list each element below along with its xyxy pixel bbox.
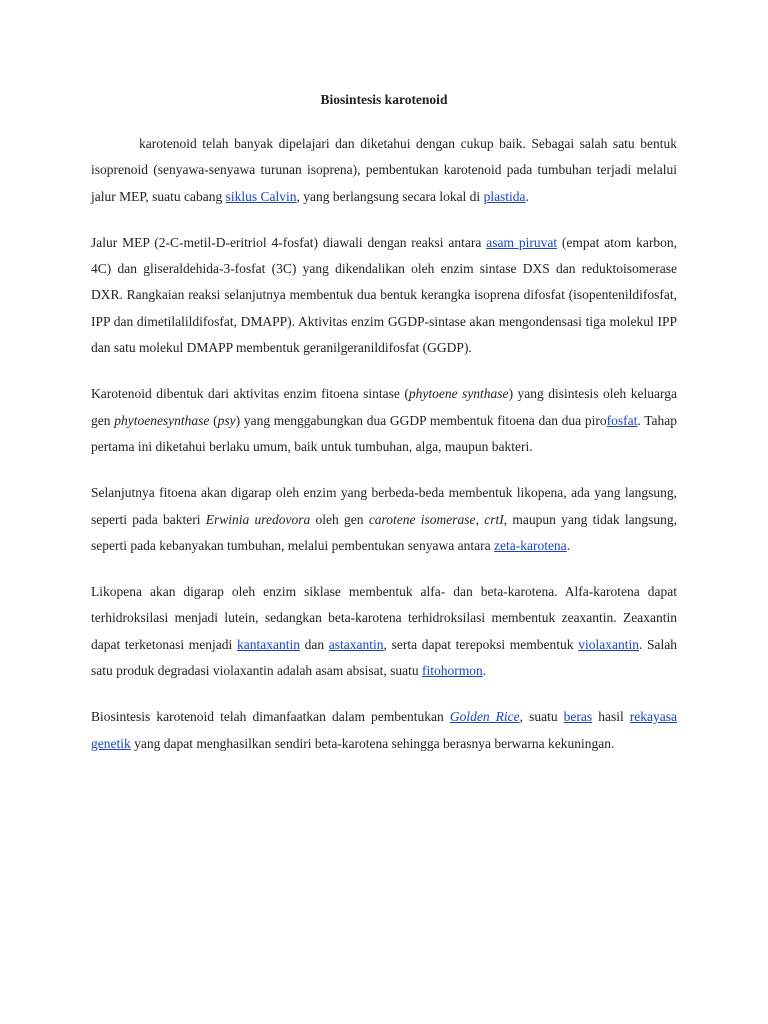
text-span: . <box>566 537 571 553</box>
text-span: ( <box>209 412 218 428</box>
document-title: Biosintesis karotenoid <box>320 92 448 107</box>
italic-term: crtI <box>484 511 504 527</box>
text-span: . Tahap pertama ini diketahui berlaku umum, baik untuk tumbuhan, alga, maupun bakteri. <box>91 412 677 454</box>
italic-link-text: Golden Rice <box>449 709 520 725</box>
link-beras[interactable]: beras <box>563 709 593 725</box>
text-span: karotenoid telah banyak dipelajari dan diketahui dengan cukup baik. Sebagai salah satu bentuk isoprenoid (senyawa-senyawa turunan isoprena), pembentukan karotenoid pada tumbuhan terjadi melalui jalur MEP, suatu cabang <box>91 136 677 204</box>
paragraph-1 <box>91 131 677 210</box>
paragraph-6 <box>91 704 677 757</box>
paragraph-4 <box>91 480 677 559</box>
text-span: . <box>482 663 487 679</box>
paragraph-3 <box>91 381 677 460</box>
link-zeta-karotena[interactable]: zeta-karotena <box>493 537 567 553</box>
link-kantaxantin[interactable]: kantaxantin <box>236 636 300 652</box>
link-fitohormon[interactable]: fitohormon <box>422 663 483 679</box>
text-span: yang dapat menghasilkan sendiri beta-karotena sehingga berasnya berwarna kekuningan. <box>130 735 615 751</box>
text-span: ) yang menggabungkan dua GGDP membentuk fitoena dan dua piro <box>235 412 607 428</box>
link-asam-piruvat[interactable]: asam piruvat <box>486 234 558 250</box>
text-span: Karotenoid dibentuk dari aktivitas enzim fitoena sintase ( <box>91 386 409 402</box>
italic-term: phytoene synthase <box>408 386 509 402</box>
text-span: Biosintesis karotenoid telah dimanfaatkan dalam pembentukan <box>91 709 450 725</box>
link-plastida[interactable]: plastida <box>483 188 526 204</box>
text-span: (empat atom karbon, 4C) dan gliseraldehida-3-fosfat (3C) yang dikendalikan oleh enzim sintase DXS dan reduktoisomerase DXR. Rangkaian reaksi selanjutnya membentuk dua bentuk kerangka isoprena difosfat (isopentenildifosfat, IPP dan dimetilalildifosfat, DMAPP). Aktivitas enzim GGDP-sintase akan mengondensasi tiga molekul IPP dan satu molekul DMAPP membentuk geranilgeranildifosfat (GGDP). <box>91 234 677 356</box>
link-golden-rice[interactable] <box>450 709 520 724</box>
text-span: , yang berlangsung secara lokal di <box>296 188 484 204</box>
link-siklus-calvin[interactable]: siklus Calvin <box>225 188 297 204</box>
text-span: Likopena akan digarap oleh enzim siklase membentuk alfa- dan beta-karotena. Alfa-karotena dapat terhidroksilasi menjadi lutein, sedangkan beta-karotena terhidroksilasi membentuk zeaxantin. Zeaxantin dapat terketonasi menjadi <box>91 584 677 652</box>
italic-term: phytoenesynthase <box>114 412 210 428</box>
text-span: Jalur MEP (2-C-metil-D-eritriol 4-fosfat) diawali dengan reaksi antara <box>91 234 487 250</box>
link-rekayasa-genetik[interactable]: rekayasa genetik <box>91 709 677 751</box>
text-span: hasil <box>592 709 630 725</box>
link-violaxantin[interactable]: violaxantin <box>578 636 639 652</box>
italic-term: carotene isomerase <box>368 511 476 527</box>
text-span: . <box>525 188 529 204</box>
link-astaxantin[interactable]: astaxantin <box>328 636 384 652</box>
italic-term: psy <box>217 412 236 428</box>
text-span: dan <box>299 636 329 652</box>
text-span: , <box>475 511 485 527</box>
text-span: , suatu <box>519 709 564 725</box>
text-span: , maupun yang tidak langsung, seperti pada kebanyakan tumbuhan, melalui pembentukan senyawa antara <box>91 511 677 553</box>
text-span: ) yang disintesis oleh keluarga gen <box>91 386 677 428</box>
text-span: Selanjutnya fitoena akan digarap oleh enzim yang berbeda-beda membentuk likopena, ada yang langsung, seperti pada bakteri <box>91 485 677 527</box>
text-span: . Salah satu produk degradasi violaxantin adalah asam absisat, suatu <box>91 636 677 679</box>
link-fosfat[interactable]: fosfat <box>606 412 638 428</box>
paragraph-5 <box>91 579 677 684</box>
italic-term: Erwinia uredovora <box>205 511 311 527</box>
text-span: , serta dapat terepoksi membentuk <box>383 636 579 652</box>
document-body <box>91 131 677 777</box>
paragraph-2 <box>91 230 677 361</box>
text-span: oleh gen <box>310 511 369 527</box>
